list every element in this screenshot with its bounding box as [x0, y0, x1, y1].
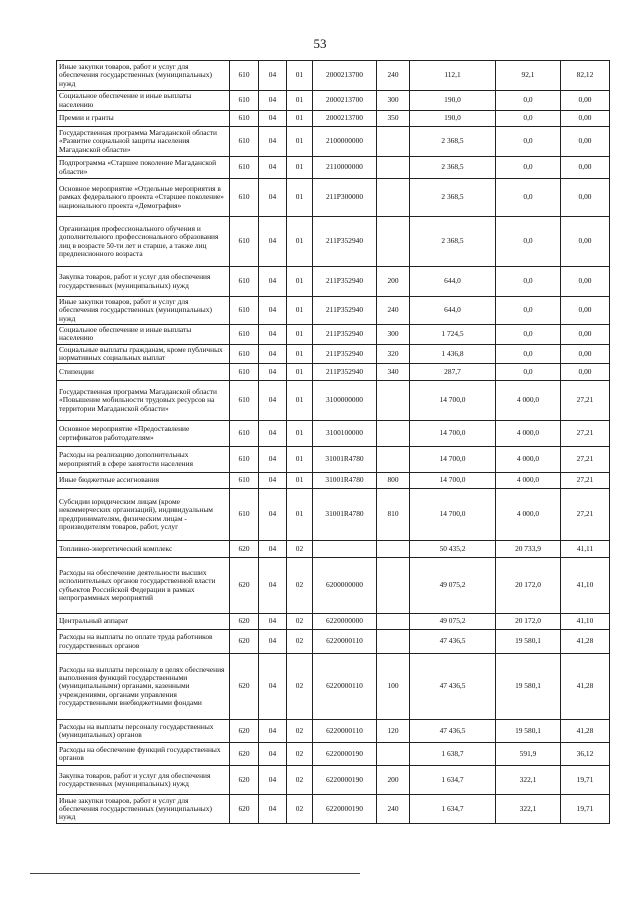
target-article-cell: 211P352940	[313, 297, 377, 325]
row-name: Расходы на обеспечение деятельности высших исполнительных органов государственной власти субъектов Российской Федерации в рамках непрограммных мероприятий	[57, 558, 230, 614]
percent-cell: 0,00	[561, 364, 610, 381]
code-cell: 620	[230, 795, 259, 824]
subsection-cell: 01	[287, 217, 313, 267]
target-article-cell: 2000213700	[313, 91, 377, 111]
execution-cell: 20 733,9	[496, 541, 561, 558]
table-row	[57, 127, 610, 157]
plan-cell: 14 700,0	[410, 421, 496, 447]
subsection-cell: 01	[287, 179, 313, 217]
table-row	[57, 766, 610, 795]
expense-type-cell	[377, 558, 410, 614]
subsection-cell: 01	[287, 61, 313, 91]
execution-cell: 0,0	[496, 344, 561, 364]
percent-cell: 27,21	[561, 447, 610, 473]
execution-cell: 0,0	[496, 325, 561, 345]
table-row	[57, 743, 610, 766]
subsection-cell: 01	[287, 364, 313, 381]
target-article-cell: 3100100000	[313, 421, 377, 447]
subsection-cell: 02	[287, 743, 313, 766]
percent-cell: 0,00	[561, 91, 610, 111]
code-cell: 610	[230, 473, 259, 489]
section-cell: 04	[259, 541, 287, 558]
plan-cell: 1 724,5	[410, 325, 496, 345]
section-cell: 04	[259, 364, 287, 381]
table-row	[57, 654, 610, 720]
expense-type-cell: 300	[377, 91, 410, 111]
table-row	[57, 473, 610, 489]
execution-cell: 0,0	[496, 157, 561, 179]
execution-cell: 19 580,1	[496, 630, 561, 654]
expense-type-cell	[377, 179, 410, 217]
expense-type-cell: 120	[377, 720, 410, 743]
subsection-cell: 01	[287, 297, 313, 325]
target-article-cell: 211P352940	[313, 325, 377, 345]
table-row	[57, 614, 610, 630]
percent-cell: 82,12	[561, 61, 610, 91]
plan-cell: 14 700,0	[410, 473, 496, 489]
subsection-cell: 01	[287, 447, 313, 473]
subsection-cell: 01	[287, 344, 313, 364]
target-article-cell: 6220000110	[313, 720, 377, 743]
percent-cell: 0,00	[561, 179, 610, 217]
section-cell: 04	[259, 217, 287, 267]
execution-cell: 591,9	[496, 743, 561, 766]
section-cell: 04	[259, 91, 287, 111]
subsection-cell: 01	[287, 381, 313, 421]
subsection-cell: 01	[287, 473, 313, 489]
code-cell: 610	[230, 325, 259, 345]
subsection-cell: 01	[287, 111, 313, 127]
percent-cell: 19,71	[561, 766, 610, 795]
plan-cell: 47 436,5	[410, 630, 496, 654]
subsection-cell: 02	[287, 795, 313, 824]
subsection-cell: 02	[287, 654, 313, 720]
plan-cell: 1 638,7	[410, 743, 496, 766]
table-row	[57, 267, 610, 297]
section-cell: 04	[259, 473, 287, 489]
target-article-cell: 2000213700	[313, 61, 377, 91]
table-row	[57, 489, 610, 541]
percent-cell: 0,00	[561, 344, 610, 364]
section-cell: 04	[259, 111, 287, 127]
plan-cell: 49 075,2	[410, 614, 496, 630]
expense-type-cell: 200	[377, 766, 410, 795]
expense-type-cell	[377, 421, 410, 447]
page-number: 53	[313, 36, 327, 51]
plan-cell: 2 368,5	[410, 157, 496, 179]
execution-cell: 0,0	[496, 267, 561, 297]
row-name: Премии и гранты	[57, 111, 230, 127]
plan-cell: 644,0	[410, 267, 496, 297]
execution-cell: 322,1	[496, 795, 561, 824]
execution-cell: 4 000,0	[496, 447, 561, 473]
row-name: Организация профессионального обучения и дополнительного профессионального образования лиц в возрасте 50-ти лет и старше, а также лиц предпенсионного возраста	[57, 217, 230, 267]
plan-cell: 2 368,5	[410, 179, 496, 217]
section-cell: 04	[259, 558, 287, 614]
subsection-cell: 01	[287, 91, 313, 111]
section-cell: 04	[259, 179, 287, 217]
execution-cell: 0,0	[496, 217, 561, 267]
percent-cell: 41,11	[561, 541, 610, 558]
expense-type-cell: 300	[377, 325, 410, 345]
target-article-cell: 31001R4780	[313, 473, 377, 489]
execution-cell: 0,0	[496, 297, 561, 325]
code-cell: 620	[230, 766, 259, 795]
expense-type-cell: 350	[377, 111, 410, 127]
percent-cell: 0,00	[561, 325, 610, 345]
table-row	[57, 61, 610, 91]
plan-cell: 14 700,0	[410, 381, 496, 421]
target-article-cell: 31001R4780	[313, 489, 377, 541]
table-row	[57, 179, 610, 217]
percent-cell: 0,00	[561, 297, 610, 325]
expense-type-cell	[377, 614, 410, 630]
table-row	[57, 344, 610, 364]
execution-cell: 0,0	[496, 91, 561, 111]
code-cell: 610	[230, 381, 259, 421]
percent-cell: 41,10	[561, 558, 610, 614]
subsection-cell: 02	[287, 766, 313, 795]
table-row	[57, 541, 610, 558]
expense-type-cell: 800	[377, 473, 410, 489]
budget-table	[56, 60, 610, 824]
row-name: Закупка товаров, работ и услуг для обеспечения государственных (муниципальных) нужд	[57, 267, 230, 297]
target-article-cell: 6220000190	[313, 795, 377, 824]
target-article-cell: 2000213700	[313, 111, 377, 127]
expense-type-cell: 320	[377, 344, 410, 364]
row-name: Основное мероприятие «Отдельные мероприятия в рамках федерального проекта «Старшее поколение» национального проекта «Демография»	[57, 179, 230, 217]
row-name: Социальное обеспечение и иные выплаты населению	[57, 325, 230, 345]
target-article-cell: 6220000190	[313, 743, 377, 766]
subsection-cell: 02	[287, 630, 313, 654]
row-name: Иные закупки товаров, работ и услуг для обеспечения государственных (муниципальных) нужд	[57, 297, 230, 325]
subsection-cell: 02	[287, 614, 313, 630]
table-row	[57, 558, 610, 614]
code-cell: 610	[230, 111, 259, 127]
plan-cell: 190,0	[410, 91, 496, 111]
plan-cell: 47 436,5	[410, 654, 496, 720]
target-article-cell: 2100000000	[313, 127, 377, 157]
code-cell: 620	[230, 743, 259, 766]
section-cell: 04	[259, 157, 287, 179]
plan-cell: 50 435,2	[410, 541, 496, 558]
row-name: Стипендии	[57, 364, 230, 381]
code-cell: 610	[230, 344, 259, 364]
table-row	[57, 364, 610, 381]
execution-cell: 322,1	[496, 766, 561, 795]
expense-type-cell	[377, 541, 410, 558]
target-article-cell	[313, 541, 377, 558]
section-cell: 04	[259, 766, 287, 795]
row-name: Иные бюджетные ассигнования	[57, 473, 230, 489]
row-name: Государственная программа Магаданской области «Развитие социальной защиты населения Магаданской области»	[57, 127, 230, 157]
plan-cell: 1 436,8	[410, 344, 496, 364]
execution-cell: 4 000,0	[496, 421, 561, 447]
section-cell: 04	[259, 381, 287, 421]
table-row	[57, 630, 610, 654]
row-name: Закупка товаров, работ и услуг для обеспечения государственных (муниципальных) нужд	[57, 766, 230, 795]
execution-cell: 0,0	[496, 111, 561, 127]
target-article-cell: 211P352940	[313, 217, 377, 267]
code-cell: 610	[230, 297, 259, 325]
percent-cell: 41,10	[561, 614, 610, 630]
expense-type-cell: 240	[377, 795, 410, 824]
percent-cell: 41,28	[561, 720, 610, 743]
expense-type-cell: 240	[377, 297, 410, 325]
section-cell: 04	[259, 297, 287, 325]
code-cell: 610	[230, 267, 259, 297]
code-cell: 610	[230, 421, 259, 447]
expense-type-cell	[377, 630, 410, 654]
percent-cell: 0,00	[561, 217, 610, 267]
code-cell: 610	[230, 157, 259, 179]
plan-cell: 49 075,2	[410, 558, 496, 614]
code-cell: 610	[230, 61, 259, 91]
row-name: Расходы на выплаты персоналу в целях обеспечения выполнения функций государственными (муниципальными) органами, казенными учреждениями, органами управления государственными внебюджетными фондами	[57, 654, 230, 720]
expense-type-cell	[377, 157, 410, 179]
execution-cell: 92,1	[496, 61, 561, 91]
section-cell: 04	[259, 795, 287, 824]
row-name: Расходы на выплаты по оплате труда работников государственных органов	[57, 630, 230, 654]
expense-type-cell	[377, 217, 410, 267]
target-article-cell: 6220000190	[313, 766, 377, 795]
plan-cell: 2 368,5	[410, 127, 496, 157]
table-row	[57, 795, 610, 824]
target-article-cell: 211P352940	[313, 267, 377, 297]
row-name: Иные закупки товаров, работ и услуг для обеспечения государственных (муниципальных) нужд	[57, 61, 230, 91]
section-cell: 04	[259, 325, 287, 345]
percent-cell: 27,21	[561, 489, 610, 541]
code-cell: 620	[230, 630, 259, 654]
row-name: Субсидии юридическим лицам (кроме некоммерческих организаций), индивидуальным предпринимателям, физическим лицам - производителям товаров, работ, услуг	[57, 489, 230, 541]
target-article-cell: 6200000000	[313, 558, 377, 614]
percent-cell: 41,28	[561, 654, 610, 720]
target-article-cell: 6220000110	[313, 630, 377, 654]
row-name: Топливно-энергетический комплекс	[57, 541, 230, 558]
plan-cell: 2 368,5	[410, 217, 496, 267]
plan-cell: 47 436,5	[410, 720, 496, 743]
plan-cell: 287,7	[410, 364, 496, 381]
subsection-cell: 02	[287, 720, 313, 743]
code-cell: 620	[230, 720, 259, 743]
row-name: Расходы на реализацию дополнительных мероприятий в сфере занятости населения	[57, 447, 230, 473]
execution-cell: 20 172,0	[496, 614, 561, 630]
section-cell: 04	[259, 743, 287, 766]
execution-cell: 20 172,0	[496, 558, 561, 614]
percent-cell: 0,00	[561, 111, 610, 127]
code-cell: 620	[230, 614, 259, 630]
expense-type-cell	[377, 127, 410, 157]
expense-type-cell: 240	[377, 61, 410, 91]
code-cell: 610	[230, 217, 259, 267]
execution-cell: 19 580,1	[496, 720, 561, 743]
section-cell: 04	[259, 489, 287, 541]
subsection-cell: 02	[287, 558, 313, 614]
row-name: Иные закупки товаров, работ и услуг для обеспечения государственных (муниципальных) нужд	[57, 795, 230, 824]
code-cell: 620	[230, 541, 259, 558]
percent-cell: 27,21	[561, 381, 610, 421]
percent-cell: 0,00	[561, 157, 610, 179]
code-cell: 610	[230, 127, 259, 157]
percent-cell: 36,12	[561, 743, 610, 766]
section-cell: 04	[259, 127, 287, 157]
section-cell: 04	[259, 421, 287, 447]
expense-type-cell	[377, 381, 410, 421]
table-row	[57, 720, 610, 743]
code-cell: 610	[230, 91, 259, 111]
target-article-cell: 211P352940	[313, 344, 377, 364]
percent-cell: 27,21	[561, 421, 610, 447]
table-row	[57, 325, 610, 345]
percent-cell: 0,00	[561, 127, 610, 157]
execution-cell: 4 000,0	[496, 473, 561, 489]
target-article-cell: 211P300000	[313, 179, 377, 217]
code-cell: 610	[230, 179, 259, 217]
expense-type-cell: 200	[377, 267, 410, 297]
subsection-cell: 01	[287, 489, 313, 541]
row-name: Подпрограмма «Старшее поколение Магаданской области»	[57, 157, 230, 179]
code-cell: 610	[230, 489, 259, 541]
target-article-cell: 31001R4780	[313, 447, 377, 473]
subsection-cell: 01	[287, 421, 313, 447]
plan-cell: 112,1	[410, 61, 496, 91]
table-row	[57, 447, 610, 473]
section-cell: 04	[259, 267, 287, 297]
table-row	[57, 297, 610, 325]
table-row	[57, 421, 610, 447]
plan-cell: 1 634,7	[410, 766, 496, 795]
plan-cell: 14 700,0	[410, 447, 496, 473]
plan-cell: 1 634,7	[410, 795, 496, 824]
table-row	[57, 217, 610, 267]
section-cell: 04	[259, 654, 287, 720]
plan-cell: 14 700,0	[410, 489, 496, 541]
table-row	[57, 111, 610, 127]
expense-type-cell	[377, 447, 410, 473]
execution-cell: 19 580,1	[496, 654, 561, 720]
section-cell: 04	[259, 720, 287, 743]
execution-cell: 0,0	[496, 179, 561, 217]
execution-cell: 0,0	[496, 127, 561, 157]
target-article-cell: 6220000110	[313, 654, 377, 720]
execution-cell: 0,0	[496, 364, 561, 381]
subsection-cell: 01	[287, 127, 313, 157]
subsection-cell: 01	[287, 157, 313, 179]
row-name: Расходы на обеспечение функций государственных органов	[57, 743, 230, 766]
section-cell: 04	[259, 61, 287, 91]
code-cell: 620	[230, 558, 259, 614]
percent-cell: 19,71	[561, 795, 610, 824]
plan-cell: 190,0	[410, 111, 496, 127]
execution-cell: 4 000,0	[496, 489, 561, 541]
code-cell: 610	[230, 447, 259, 473]
footer-rule	[30, 873, 360, 874]
expense-type-cell: 340	[377, 364, 410, 381]
section-cell: 04	[259, 630, 287, 654]
table-row	[57, 381, 610, 421]
row-name: Социальные выплаты гражданам, кроме публичных нормативных социальных выплат	[57, 344, 230, 364]
expense-type-cell	[377, 743, 410, 766]
table-row	[57, 157, 610, 179]
row-name: Основное мероприятие «Предоставление сертификатов работодателям»	[57, 421, 230, 447]
row-name: Государственная программа Магаданской области «Повышение мобильности трудовых ресурсов на территории Магаданской области»	[57, 381, 230, 421]
percent-cell: 41,28	[561, 630, 610, 654]
target-article-cell: 6220000000	[313, 614, 377, 630]
target-article-cell: 2110000000	[313, 157, 377, 179]
code-cell: 620	[230, 654, 259, 720]
section-cell: 04	[259, 344, 287, 364]
percent-cell: 0,00	[561, 267, 610, 297]
subsection-cell: 02	[287, 541, 313, 558]
target-article-cell: 3100000000	[313, 381, 377, 421]
row-name: Социальное обеспечение и иные выплаты населению	[57, 91, 230, 111]
row-name: Расходы на выплаты персоналу государственных (муниципальных) органов	[57, 720, 230, 743]
table-body	[57, 61, 610, 824]
table-row	[57, 91, 610, 111]
row-name: Центральный аппарат	[57, 614, 230, 630]
subsection-cell: 01	[287, 325, 313, 345]
expense-type-cell: 810	[377, 489, 410, 541]
execution-cell: 4 000,0	[496, 381, 561, 421]
section-cell: 04	[259, 447, 287, 473]
code-cell: 610	[230, 364, 259, 381]
target-article-cell: 211P352940	[313, 364, 377, 381]
subsection-cell: 01	[287, 267, 313, 297]
percent-cell: 27,21	[561, 473, 610, 489]
section-cell: 04	[259, 614, 287, 630]
expense-type-cell: 100	[377, 654, 410, 720]
plan-cell: 644,0	[410, 297, 496, 325]
